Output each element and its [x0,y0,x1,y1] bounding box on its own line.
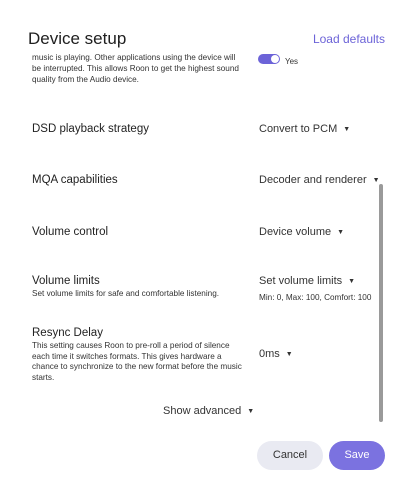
volume-limits-label: Volume limits [32,275,100,287]
mqa-capabilities-label: MQA capabilities [32,174,118,186]
exclusive-mode-toggle[interactable] [258,54,280,64]
toggle-knob [271,55,279,63]
volume-control-select[interactable] [259,226,344,238]
volume-limits-note: Min: 0, Max: 100, Comfort: 100 [259,293,372,302]
chevron-down-icon: ▼ [337,229,345,236]
toggle-label: Yes [285,57,299,66]
chevron-down-icon: ▼ [285,351,293,358]
dsd-playback-select[interactable] [259,123,350,135]
chevron-down-icon: ▼ [348,278,356,285]
exclusive-mode-description: music is playing. Other applications using the device will be interrupted. This allows Roon to get the highest sound quality from the Audio device. [32,53,239,84]
save-button[interactable]: Save [329,441,385,470]
settings-scroll-area[interactable] [0,50,412,430]
chevron-down-icon: ▼ [247,408,255,415]
show-advanced-toggle[interactable] [163,405,254,417]
volume-control-label: Volume control [32,226,109,238]
show-advanced-label: Show advanced [163,405,242,417]
volume-limits-select[interactable] [259,275,355,287]
dsd-playback-label: DSD playback strategy [32,123,149,135]
volume-limits-description: Set volume limits for safe and comfortable listening. [32,289,220,298]
resync-delay-label: Resync Delay [32,327,103,339]
cancel-button[interactable]: Cancel [257,441,323,470]
chevron-down-icon: ▼ [343,126,351,133]
page-title: Device setup [28,29,127,48]
resync-delay-value: 0ms [259,348,280,360]
resync-delay-description: This setting causes Roon to pre-roll a period of silence each time it switches formats. This gives hardware a chance to synchronize to the new format before the music starts. [32,341,242,382]
resync-delay-select[interactable] [259,348,293,360]
volume-limits-value: Set volume limits [259,275,343,287]
chevron-down-icon: ▼ [372,177,380,184]
scrollbar[interactable] [379,184,383,422]
mqa-capabilities-select[interactable] [259,174,380,186]
load-defaults-link[interactable]: Load defaults [312,32,385,46]
volume-control-value: Device volume [259,226,332,238]
mqa-capabilities-value: Decoder and renderer [259,174,367,186]
dsd-playback-value: Convert to PCM [259,123,338,135]
